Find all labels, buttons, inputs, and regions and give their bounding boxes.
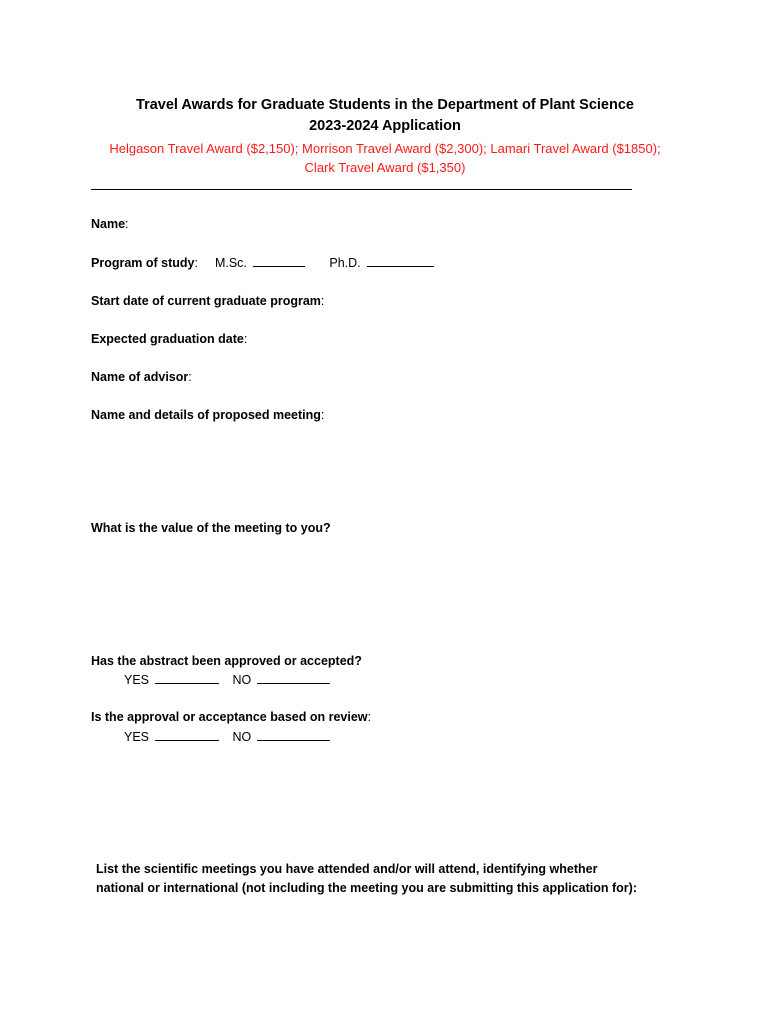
review-yes-no-row	[124, 728, 330, 746]
phd-option-label: Ph.D.	[329, 256, 361, 270]
review-no-blank[interactable]	[257, 728, 330, 741]
header-divider	[91, 189, 632, 190]
review-based-colon: :	[367, 710, 371, 724]
abstract-yes-no-row	[124, 671, 330, 689]
abstract-yes-label: YES	[124, 673, 150, 687]
proposed-meeting-colon: :	[320, 408, 325, 422]
phd-blank[interactable]	[367, 254, 434, 267]
meeting-value-question[interactable]	[91, 519, 331, 537]
review-yes-label: YES	[124, 730, 150, 744]
meetings-list-line1: List the scientific meetings you have attended and/or will attend, identifying whether	[96, 862, 598, 876]
meeting-value-label: What is the value of the meeting to you?	[91, 521, 331, 535]
form-title-line2: 2023-2024 Application	[309, 118, 461, 134]
graduation-date-label: Expected graduation date	[91, 332, 244, 346]
review-based-label: Is the approval or acceptance based on review	[91, 710, 368, 724]
advisor-label: Name of advisor	[91, 370, 189, 384]
meetings-list-instruction-line1	[96, 860, 597, 878]
abstract-no-blank[interactable]	[257, 671, 330, 684]
name-colon: :	[125, 217, 129, 231]
abstract-approved-label: Has the abstract been approved or accepted?	[91, 654, 362, 668]
review-no-label: NO	[232, 730, 252, 744]
program-label: Program of study	[91, 256, 195, 270]
graduation-date-field[interactable]	[91, 330, 247, 348]
proposed-meeting-field[interactable]	[91, 406, 324, 424]
meetings-list-instruction-line2[interactable]	[96, 879, 637, 897]
program-of-study-field	[91, 254, 434, 272]
abstract-no-label: NO	[232, 673, 252, 687]
meetings-list-line2: national or international (not including the meeting you are submitting this application for):	[96, 881, 637, 895]
name-field[interactable]	[91, 215, 129, 233]
msc-blank[interactable]	[253, 254, 305, 267]
graduation-date-colon: :	[243, 332, 248, 346]
abstract-yes-blank[interactable]	[155, 671, 219, 684]
awards-list-line2: Clark Travel Award ($1,350)	[304, 160, 466, 175]
msc-option-label: M.Sc.	[214, 256, 247, 270]
proposed-meeting-label: Name and details of proposed meeting	[91, 408, 321, 422]
program-colon: :	[194, 256, 198, 270]
advisor-colon: :	[188, 370, 192, 384]
review-based-question	[91, 708, 371, 726]
review-yes-blank[interactable]	[155, 728, 219, 741]
abstract-approved-question	[91, 652, 362, 670]
start-date-field[interactable]	[91, 292, 324, 310]
start-date-label: Start date of current graduate program	[91, 294, 321, 308]
awards-list-line1: Helgason Travel Award ($2,150); Morrison Travel Award ($2,300); Lamari Travel Award ($1850);	[109, 141, 661, 156]
start-date-colon: :	[320, 294, 325, 308]
name-label: Name	[91, 217, 126, 231]
advisor-field[interactable]	[91, 368, 192, 386]
form-title-line1: Travel Awards for Graduate Students in the Department of Plant Science	[136, 97, 634, 113]
